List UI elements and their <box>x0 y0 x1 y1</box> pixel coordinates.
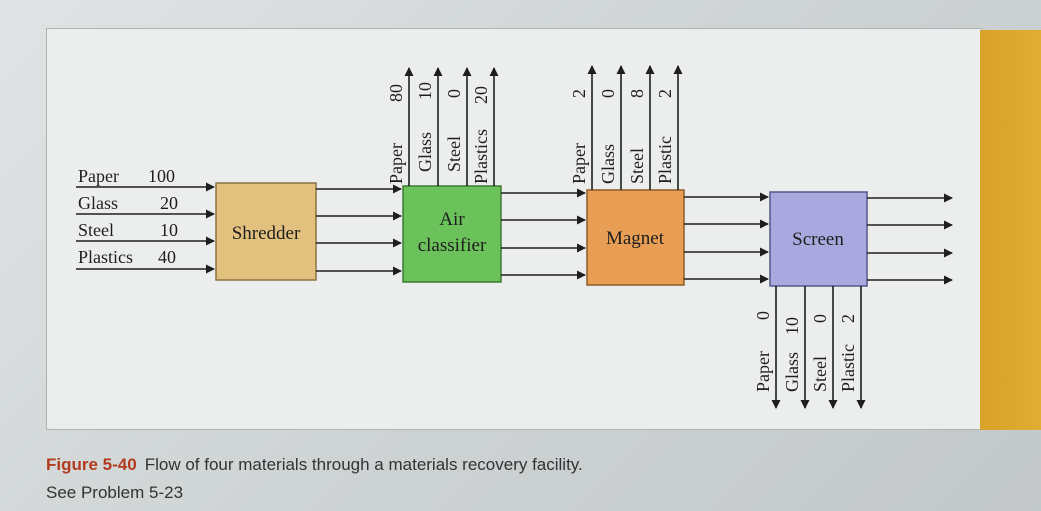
magnet-to-screen-arrows <box>684 197 768 279</box>
magnet-label: Magnet <box>605 228 665 249</box>
input-labels <box>78 166 178 267</box>
caption-reference: See Problem 5-23 <box>46 483 184 502</box>
caption-text: Flow of four materials through a materials recovery facility. <box>144 455 583 474</box>
shredder-to-classifier-arrows <box>316 189 401 271</box>
screen-right-output-arrows <box>867 198 952 280</box>
sc-out-plastic-value: 2 <box>838 314 858 323</box>
ac-out-steel-value: 0 <box>444 89 464 98</box>
input-label-steel: Steel <box>78 220 114 240</box>
input-value-paper: 100 <box>148 166 175 186</box>
sc-out-steel-label: Steel <box>810 356 830 392</box>
sc-out-steel-value: 0 <box>810 314 830 323</box>
magnet-output-labels <box>569 89 675 184</box>
mg-out-paper-value: 2 <box>569 89 589 98</box>
ac-out-paper-value: 80 <box>386 84 406 102</box>
mg-out-paper-label: Paper <box>569 143 589 184</box>
shredder-label: Shredder <box>231 223 301 244</box>
input-label-paper: Paper <box>78 166 119 186</box>
figure-caption <box>46 455 583 475</box>
sc-out-glass-value: 10 <box>782 317 802 335</box>
input-label-glass: Glass <box>78 193 118 213</box>
sc-out-paper-value: 0 <box>753 311 773 320</box>
air-classifier-label-line2: classifier <box>417 235 487 256</box>
sc-out-glass-label: Glass <box>782 352 802 392</box>
screen-label: Screen <box>792 229 844 250</box>
ac-out-paper-label: Paper <box>386 143 406 184</box>
classifier-to-magnet-arrows <box>501 193 585 275</box>
sc-out-plastic-label: Plastic <box>838 344 858 392</box>
input-label-plastics: Plastics <box>78 247 134 267</box>
input-value-steel: 10 <box>160 220 178 240</box>
mg-out-glass-label: Glass <box>598 144 618 184</box>
input-value-plastics: 40 <box>158 247 176 267</box>
mg-out-steel-value: 8 <box>627 89 647 98</box>
ac-out-steel-label: Steel <box>444 136 464 172</box>
ac-out-glass-value: 10 <box>415 82 435 100</box>
mg-out-glass-value: 0 <box>598 89 618 98</box>
ac-out-glass-label: Glass <box>415 132 435 172</box>
mg-out-steel-label: Steel <box>627 148 647 184</box>
input-value-glass: 20 <box>160 193 178 213</box>
mg-out-plastic-label: Plastic <box>655 136 675 184</box>
air-classifier-label-line1: Air <box>439 209 465 230</box>
ac-out-plastics-value: 20 <box>471 86 491 104</box>
mg-out-plastic-value: 2 <box>655 89 675 98</box>
sc-out-paper-label: Paper <box>753 351 773 392</box>
figure-number: Figure 5-40 <box>46 455 137 474</box>
ac-out-plastics-label: Plastics <box>471 128 491 184</box>
air-classifier-box <box>403 186 501 282</box>
